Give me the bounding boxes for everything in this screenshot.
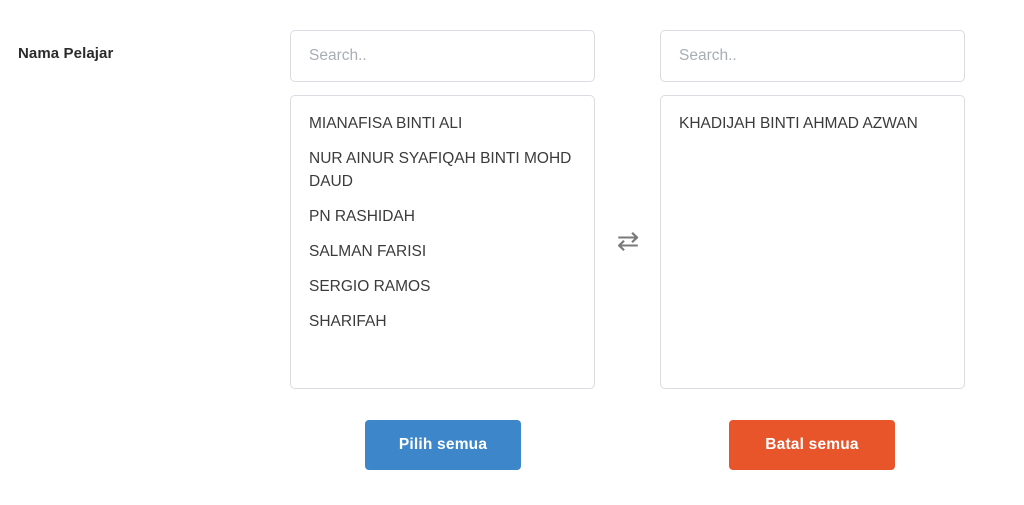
list-item[interactable]: SALMAN FARISI [309,243,427,260]
list-item[interactable]: SERGIO RAMOS [309,278,431,295]
selected-column [660,30,965,389]
clear-all-button[interactable]: Batal semua [729,420,895,470]
swap-control [604,228,652,255]
swap-horizontal-icon[interactable]: ⇄ [616,226,640,256]
search-input-selected[interactable] [660,30,965,82]
list-item[interactable]: PN RASHIDAH [309,208,415,225]
list-item[interactable]: SHARIFAH [309,313,387,330]
list-item[interactable]: KHADIJAH BINTI AHMAD AZWAN [679,115,918,132]
list-item[interactable]: MIANAFISA BINTI ALI [309,115,463,132]
page-title: Nama Pelajar [18,45,114,62]
available-column [290,30,595,389]
select-all-button[interactable]: Pilih semua [365,420,521,470]
search-input-available[interactable] [290,30,595,82]
selected-list[interactable] [660,95,965,389]
available-list[interactable] [290,95,595,389]
list-item[interactable]: NUR AINUR SYAFIQAH BINTI MOHD DAUD [309,150,572,190]
